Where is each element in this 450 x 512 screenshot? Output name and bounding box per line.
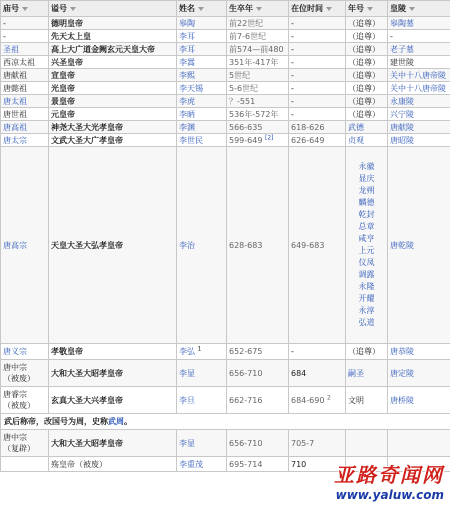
temple-note: （被废） <box>3 401 35 410</box>
temple-cell <box>1 457 49 472</box>
reign-cell: 684 <box>289 360 346 387</box>
era-link[interactable]: 永隆 <box>358 282 375 291</box>
life-cell: 656-710 <box>227 360 289 387</box>
tomb-link[interactable]: 老子墓 <box>388 43 450 56</box>
temple-cell: 唐懿祖 <box>1 82 49 95</box>
era-link[interactable]: 乾封 <box>358 210 375 219</box>
reign-cell: - <box>289 344 346 360</box>
life-cell: 前574—前480 <box>227 43 289 56</box>
tomb-link[interactable]: 唐桥陵 <box>388 387 450 414</box>
life-cell: 695-714 <box>227 457 289 472</box>
temple-note: （复辟） <box>3 444 35 453</box>
era-list <box>346 147 388 344</box>
name-link[interactable]: 李重茂 <box>177 457 227 472</box>
era-cell: （追尊） <box>346 108 388 121</box>
name-link[interactable]: 皋陶 <box>177 17 227 30</box>
header-name[interactable]: 姓名 <box>177 1 227 17</box>
era-link[interactable]: 弘道 <box>358 318 375 327</box>
life-cell: 628-683 <box>227 147 289 344</box>
title-cell: 玄真大圣大兴孝皇帝 <box>49 387 177 414</box>
life-cell: 599-649 [2] <box>227 134 289 147</box>
reign-cell: 684-690 $^2$ <box>289 387 346 414</box>
tomb-link[interactable]: 唐恭陵 <box>388 344 450 360</box>
tomb-link[interactable]: 唐乾陵 <box>388 147 450 344</box>
temple-link[interactable]: 唐高祖 <box>1 121 49 134</box>
table-row <box>1 30 450 43</box>
era-link[interactable]: 武德 <box>346 121 388 134</box>
name-link[interactable]: 李虎 <box>177 95 227 108</box>
reign-cell: 626-649 <box>289 134 346 147</box>
tomb-link[interactable]: 唐昭陵 <box>388 134 450 147</box>
title-cell: 孝敬皇帝 <box>49 344 177 360</box>
name-link[interactable]: 李暠 <box>177 56 227 69</box>
tomb-cell: - <box>388 30 450 43</box>
era-link[interactable]: 贞观 <box>346 134 388 147</box>
life-cell: 前7-6世纪 <box>227 30 289 43</box>
site-watermark <box>334 459 444 502</box>
wu-zhou-link[interactable]: 武周 <box>108 417 124 426</box>
header-reign[interactable]: 在位时间 <box>289 1 346 17</box>
reign-cell: - <box>289 69 346 82</box>
sort-icon <box>409 7 415 11</box>
temple-link[interactable]: 唐太祖 <box>1 95 49 108</box>
life-cell: 566-635 <box>227 121 289 134</box>
era-link[interactable]: 龙朔 <box>358 186 375 195</box>
life-cell: 656-710 <box>227 430 289 457</box>
watermark-url: www.yaluw.com <box>335 488 444 502</box>
table-row <box>1 360 450 387</box>
reign-cell: - <box>289 95 346 108</box>
header-tomb[interactable]: 皇陵 <box>388 1 450 17</box>
footnote-mark[interactable]: 2 <box>326 393 331 401</box>
tomb-link[interactable]: 永康陵 <box>388 95 450 108</box>
life-cell: 5世纪 <box>227 69 289 82</box>
name-link[interactable]: 李耳 <box>177 30 227 43</box>
table-row-gaozong <box>1 147 450 344</box>
name-link[interactable]: 李耳 <box>177 43 227 56</box>
life-cell: ？-551 <box>227 95 289 108</box>
watermark-title: 亚路奇闻网 <box>334 463 444 487</box>
tomb-link[interactable]: 关中十八唐帝陵 <box>388 82 450 95</box>
title-cell: 兴圣皇帝 <box>49 56 177 69</box>
title-cell: 先天太上皇 <box>49 30 177 43</box>
tomb-link[interactable]: 唐献陵 <box>388 121 450 134</box>
temple-link[interactable]: 唐睿宗 <box>3 390 27 399</box>
era-link[interactable]: 上元 <box>358 246 375 255</box>
era-link[interactable]: 显庆 <box>358 174 375 183</box>
header-era[interactable]: 年号 <box>346 1 388 17</box>
era-link[interactable]: 麟德 <box>358 198 375 207</box>
footnote-mark[interactable]: 1 <box>197 345 202 353</box>
temple-link[interactable]: 圣祖 <box>1 43 49 56</box>
reign-cell: - <box>289 30 346 43</box>
era-cell: （追尊） <box>346 30 388 43</box>
name-link[interactable]: 李弘 <box>179 347 195 356</box>
note-row <box>1 414 450 430</box>
era-cell: （追尊） <box>346 17 388 30</box>
era-cell: （追尊） <box>346 344 388 360</box>
name-link[interactable]: 李显 <box>177 430 227 457</box>
reign-cell: - <box>289 108 346 121</box>
life-cell: 351年-417年 <box>227 56 289 69</box>
header-title[interactable]: 谥号 <box>49 1 177 17</box>
temple-note: （被废） <box>3 374 35 383</box>
era-link[interactable]: 调露 <box>358 270 375 279</box>
era-cell: （追尊） <box>346 95 388 108</box>
temple-cell <box>1 387 49 414</box>
sort-icon <box>256 7 262 11</box>
sort-icon <box>367 7 373 11</box>
era-cell: （追尊） <box>346 43 388 56</box>
header-life[interactable]: 生卒年 <box>227 1 289 17</box>
era-link[interactable]: 永淳 <box>358 306 375 315</box>
temple-link[interactable]: 唐义宗 <box>1 344 49 360</box>
title-cell: 元皇帝 <box>49 108 177 121</box>
reign-cell: - <box>289 43 346 56</box>
table-row <box>1 17 450 30</box>
tomb-link[interactable]: 皋陶墓 <box>388 17 450 30</box>
era-cell: （追尊） <box>346 56 388 69</box>
table-row <box>1 95 450 108</box>
title-cell: 宣皇帝 <box>49 69 177 82</box>
name-link[interactable]: 李昞 <box>177 108 227 121</box>
name-link[interactable]: 李世民 <box>177 134 227 147</box>
title-cell: 神尧大圣大光孝皇帝 <box>49 121 177 134</box>
table-row <box>1 344 450 360</box>
title-cell: 殇皇帝（被废） <box>49 457 177 472</box>
temple-link[interactable]: 唐高宗 <box>1 147 49 344</box>
era-cell: （追尊） <box>346 69 388 82</box>
table-row <box>1 430 450 457</box>
table-row <box>1 43 450 56</box>
header-temple[interactable]: 庙号 <box>1 1 49 17</box>
reign-cell: - <box>289 17 346 30</box>
reign-cell: 649-683 <box>289 147 346 344</box>
reign-cell: 705-7 <box>289 430 346 457</box>
title-cell: 文武大圣大广孝皇帝 <box>49 134 177 147</box>
temple-cell <box>1 360 49 387</box>
table-header-row <box>1 1 450 17</box>
reign-cell: - <box>289 56 346 69</box>
era-link[interactable]: 嗣圣 <box>346 360 388 387</box>
table-row <box>1 69 450 82</box>
name-cell <box>177 344 227 360</box>
title-cell: 大和大圣大昭孝皇帝 <box>49 430 177 457</box>
name-link[interactable]: 李渊 <box>177 121 227 134</box>
table-row <box>1 134 450 147</box>
reign-cell: 710 <box>289 457 346 472</box>
title-cell: 景皇帝 <box>49 95 177 108</box>
life-cell: 662-716 <box>227 387 289 414</box>
temple-link[interactable]: 唐中宗 <box>3 363 27 372</box>
name-link[interactable]: 李天锡 <box>177 82 227 95</box>
table-row <box>1 121 450 134</box>
sort-icon <box>22 7 28 11</box>
tomb-cell: 建世陵 <box>388 56 450 69</box>
name-link[interactable]: 李旦 <box>177 387 227 414</box>
era-cell: 文明 <box>346 387 388 414</box>
tomb-link[interactable]: 关中十八唐帝陵 <box>388 69 450 82</box>
title-cell: 光皇帝 <box>49 82 177 95</box>
temple-cell: 唐献祖 <box>1 69 49 82</box>
era-cell: （追尊） <box>346 82 388 95</box>
temple-link[interactable]: 唐中宗 <box>3 433 27 442</box>
table-row <box>1 82 450 95</box>
title-cell: 高上大广道金阙玄元天皇大帝 <box>49 43 177 56</box>
sort-icon <box>326 7 332 11</box>
temple-cell <box>1 430 49 457</box>
table-row <box>1 387 450 414</box>
life-cell: 5-6世纪 <box>227 82 289 95</box>
table-row <box>1 56 450 69</box>
temple-cell: - <box>1 30 49 43</box>
temple-cell: - <box>1 17 49 30</box>
temple-cell: 西凉太祖 <box>1 56 49 69</box>
sort-icon <box>70 7 76 11</box>
era-link[interactable]: 咸亨 <box>358 234 375 243</box>
era-link[interactable]: 永徽 <box>358 162 375 171</box>
name-link[interactable]: 李熙 <box>177 69 227 82</box>
life-cell: 前22世纪 <box>227 17 289 30</box>
era-cell <box>346 430 388 457</box>
title-cell: 大和大圣大昭孝皇帝 <box>49 360 177 387</box>
era-link[interactable]: 总章 <box>358 222 375 231</box>
temple-cell: 唐世祖 <box>1 108 49 121</box>
era-link[interactable]: 仪凤 <box>358 258 375 267</box>
reign-cell: 618-626 <box>289 121 346 134</box>
title-cell: 天皇大圣大弘孝皇帝 <box>49 147 177 344</box>
name-link[interactable]: 李显 <box>177 360 227 387</box>
era-link[interactable]: 开耀 <box>358 294 375 303</box>
sort-icon <box>198 7 204 11</box>
reign-cell: - <box>289 82 346 95</box>
tomb-link[interactable]: 唐定陵 <box>388 360 450 387</box>
wu-zhou-note: 武后称帝，改国号为周，史称武周。 <box>1 414 450 430</box>
footnote-link[interactable]: [2] <box>264 133 274 141</box>
temple-link[interactable]: 唐太宗 <box>1 134 49 147</box>
life-cell: 536年-572年 <box>227 108 289 121</box>
name-link[interactable]: 李治 <box>177 147 227 344</box>
table-row <box>1 108 450 121</box>
life-cell: 652-675 <box>227 344 289 360</box>
tomb-link[interactable]: 兴宁陵 <box>388 108 450 121</box>
title-cell: 德明皇帝 <box>49 17 177 30</box>
tomb-cell <box>388 430 450 457</box>
